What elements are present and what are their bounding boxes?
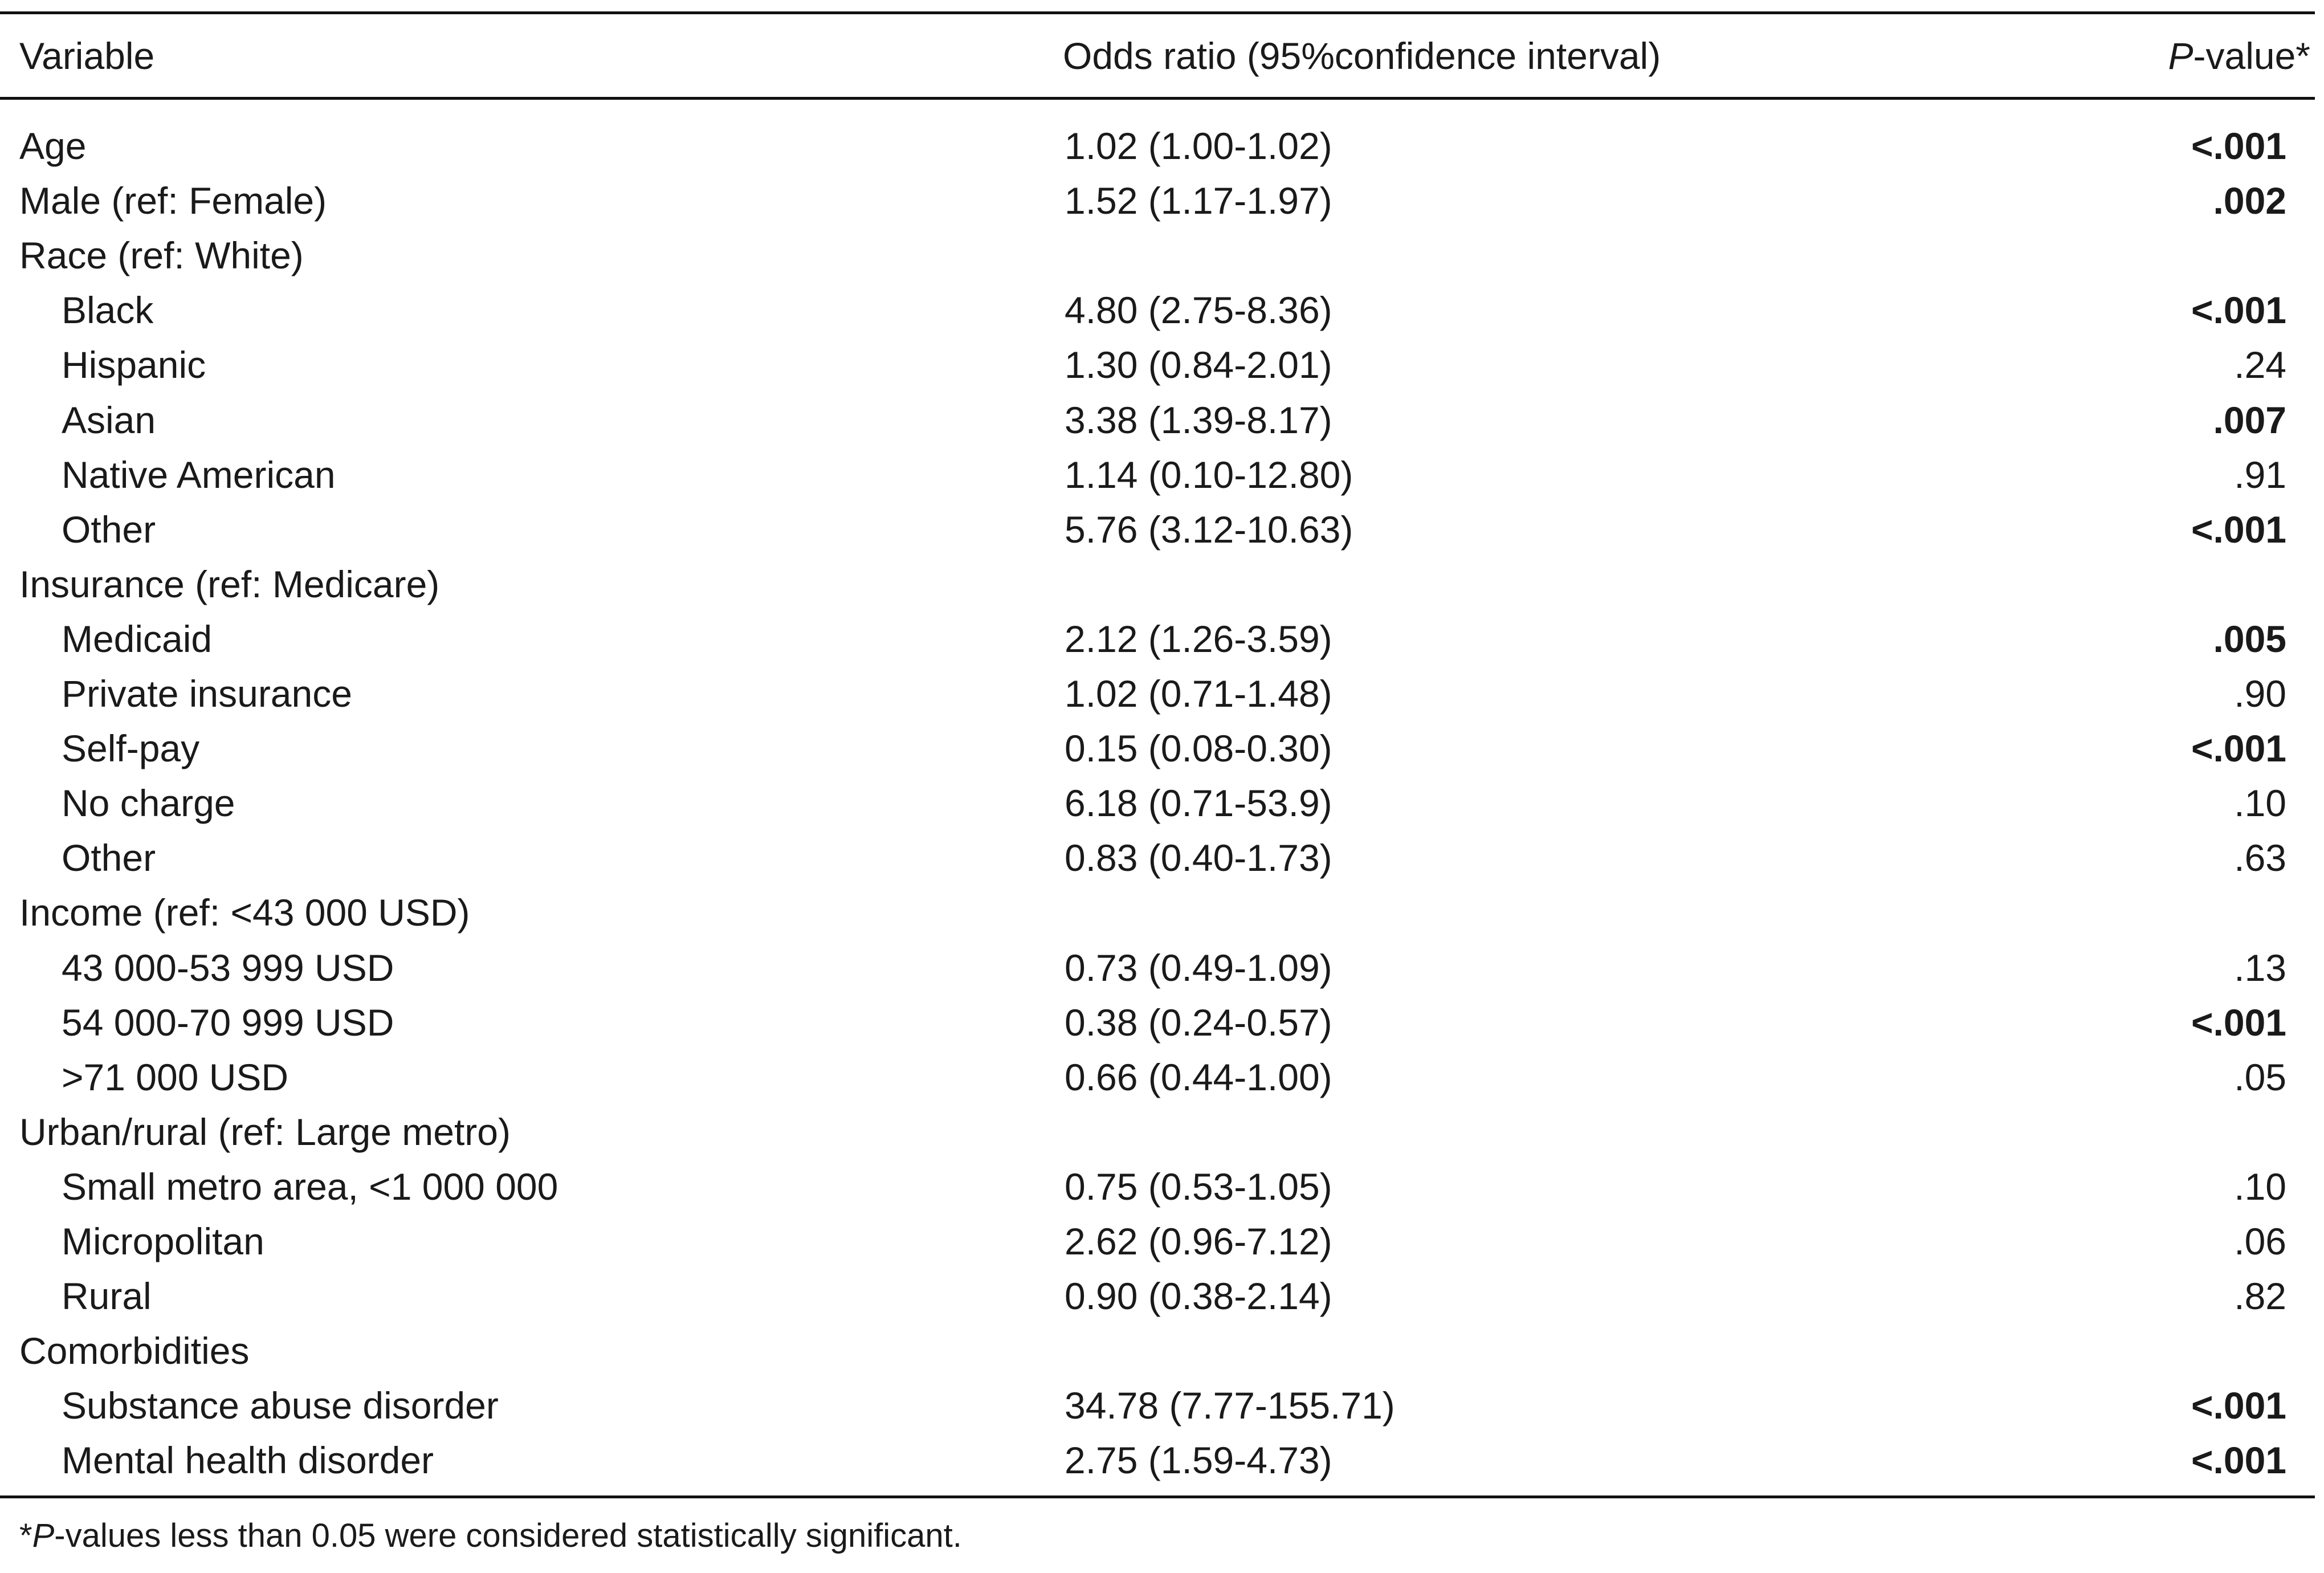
row-variable-label: Male (ref: Female) [19, 180, 327, 222]
p-value-header-italic: P [2168, 35, 2193, 77]
row-p-value: <.001 [2191, 727, 2286, 770]
table-row [0, 1050, 2324, 1105]
table-row [0, 885, 2324, 940]
row-variable-label: Micropolitan [62, 1220, 264, 1262]
row-variable-label: Asian [62, 398, 156, 441]
row-odds-ratio: 0.83 (0.40-1.73) [1065, 837, 1332, 879]
table-row [0, 1105, 2324, 1159]
row-variable-label: Black [62, 289, 154, 332]
row-p-value: .007 [2213, 398, 2286, 441]
row-variable-label: Other [62, 508, 156, 551]
table-row [0, 1323, 2324, 1378]
row-odds-ratio: 34.78 (7.77-155.71) [1065, 1384, 1395, 1427]
row-variable-label: Small metro area, <1 000 000 [62, 1165, 558, 1208]
table-row [0, 1378, 2324, 1433]
row-p-value: .002 [2213, 180, 2286, 222]
row-variable-label: Rural [62, 1275, 152, 1318]
row-variable-label: Medicaid [62, 617, 213, 660]
row-p-value: <.001 [2191, 125, 2286, 167]
footnote-marker: * [19, 1517, 32, 1554]
row-odds-ratio: 0.90 (0.38-2.14) [1065, 1275, 1332, 1318]
row-odds-ratio: 2.62 (0.96-7.12) [1065, 1220, 1332, 1262]
row-variable-label: 54 000-70 999 USD [62, 1001, 394, 1044]
row-p-value: .005 [2213, 617, 2286, 660]
table-footnote [19, 1516, 962, 1556]
row-variable-label: Comorbidities [19, 1330, 250, 1372]
row-p-value: .06 [2234, 1220, 2286, 1262]
row-odds-ratio: 1.02 (0.71-1.48) [1065, 673, 1332, 715]
table-row [0, 119, 2324, 173]
table-bottom-rule [0, 1495, 2315, 1498]
footnote-italic: P [32, 1517, 55, 1554]
column-header-p-value [2168, 33, 2310, 79]
row-odds-ratio: 1.30 (0.84-2.01) [1065, 344, 1332, 386]
footnote-text: -values less than 0.05 were considered statistically significant. [54, 1517, 962, 1554]
row-p-value: .10 [2234, 782, 2286, 825]
p-value-header-rest: -value* [2193, 35, 2310, 77]
row-odds-ratio: 6.18 (0.71-53.9) [1065, 782, 1332, 825]
row-odds-ratio: 4.80 (2.75-8.36) [1065, 289, 1332, 332]
row-p-value: .91 [2234, 453, 2286, 496]
row-odds-ratio: 1.52 (1.17-1.97) [1065, 180, 1332, 222]
row-p-value: <.001 [2191, 289, 2286, 332]
row-odds-ratio: 0.66 (0.44-1.00) [1065, 1056, 1332, 1098]
table-row [0, 1433, 2324, 1488]
row-odds-ratio: 1.02 (1.00-1.02) [1065, 125, 1332, 167]
table-row [0, 447, 2324, 502]
row-variable-label: 43 000-53 999 USD [62, 946, 394, 989]
row-odds-ratio: 5.76 (3.12-10.63) [1065, 508, 1353, 551]
row-p-value: .90 [2234, 673, 2286, 715]
table-row [0, 173, 2324, 228]
row-odds-ratio: 3.38 (1.39-8.17) [1065, 398, 1332, 441]
row-p-value: .13 [2234, 946, 2286, 989]
row-variable-label: Income (ref: <43 000 USD) [19, 891, 470, 934]
table-row [0, 995, 2324, 1050]
row-variable-label: Native American [62, 453, 336, 496]
table-row [0, 1159, 2324, 1214]
row-variable-label: Private insurance [62, 673, 352, 715]
table-row [0, 228, 2324, 283]
row-odds-ratio: 0.15 (0.08-0.30) [1065, 727, 1332, 770]
row-odds-ratio: 0.38 (0.24-0.57) [1065, 1001, 1332, 1044]
row-variable-label: Race (ref: White) [19, 234, 304, 277]
row-p-value: <.001 [2191, 508, 2286, 551]
row-variable-label: Substance abuse disorder [62, 1384, 499, 1427]
table-row [0, 393, 2324, 447]
row-odds-ratio: 1.14 (0.10-12.80) [1065, 453, 1353, 496]
table-row [0, 776, 2324, 830]
row-variable-label: No charge [62, 782, 235, 825]
row-variable-label: Other [62, 837, 156, 879]
column-header-variable: Variable [19, 35, 155, 77]
table-row [0, 721, 2324, 776]
table-row [0, 666, 2324, 721]
row-odds-ratio: 0.75 (0.53-1.05) [1065, 1165, 1332, 1208]
row-variable-label: Insurance (ref: Medicare) [19, 563, 440, 605]
table-row [0, 502, 2324, 557]
row-p-value: <.001 [2191, 1439, 2286, 1482]
row-p-value: .24 [2234, 344, 2286, 386]
row-variable-label: Mental health disorder [62, 1439, 434, 1482]
row-odds-ratio: 0.73 (0.49-1.09) [1065, 946, 1332, 989]
table-row [0, 830, 2324, 885]
table-row [0, 283, 2324, 337]
row-variable-label: Hispanic [62, 344, 206, 386]
table-row [0, 612, 2324, 666]
table-row [0, 337, 2324, 392]
row-variable-label: Age [19, 125, 87, 167]
row-p-value: .63 [2234, 837, 2286, 879]
table-row [0, 1269, 2324, 1323]
row-p-value: <.001 [2191, 1001, 2286, 1044]
row-p-value: .82 [2234, 1275, 2286, 1318]
row-p-value: .05 [2234, 1056, 2286, 1098]
table-top-rule [0, 11, 2315, 14]
column-header-odds-ratio: Odds ratio (95%confidence interval) [1063, 35, 1661, 77]
row-odds-ratio: 2.12 (1.26-3.59) [1065, 617, 1332, 660]
row-variable-label: Urban/rural (ref: Large metro) [19, 1110, 511, 1153]
row-p-value: <.001 [2191, 1384, 2286, 1427]
row-variable-label: Self-pay [62, 727, 200, 770]
table-header-rule [0, 97, 2315, 100]
table-row [0, 940, 2324, 995]
row-p-value: .10 [2234, 1165, 2286, 1208]
row-variable-label: >71 000 USD [62, 1056, 289, 1098]
row-odds-ratio: 2.75 (1.59-4.73) [1065, 1439, 1332, 1482]
table-row [0, 557, 2324, 612]
table-row [0, 1214, 2324, 1269]
